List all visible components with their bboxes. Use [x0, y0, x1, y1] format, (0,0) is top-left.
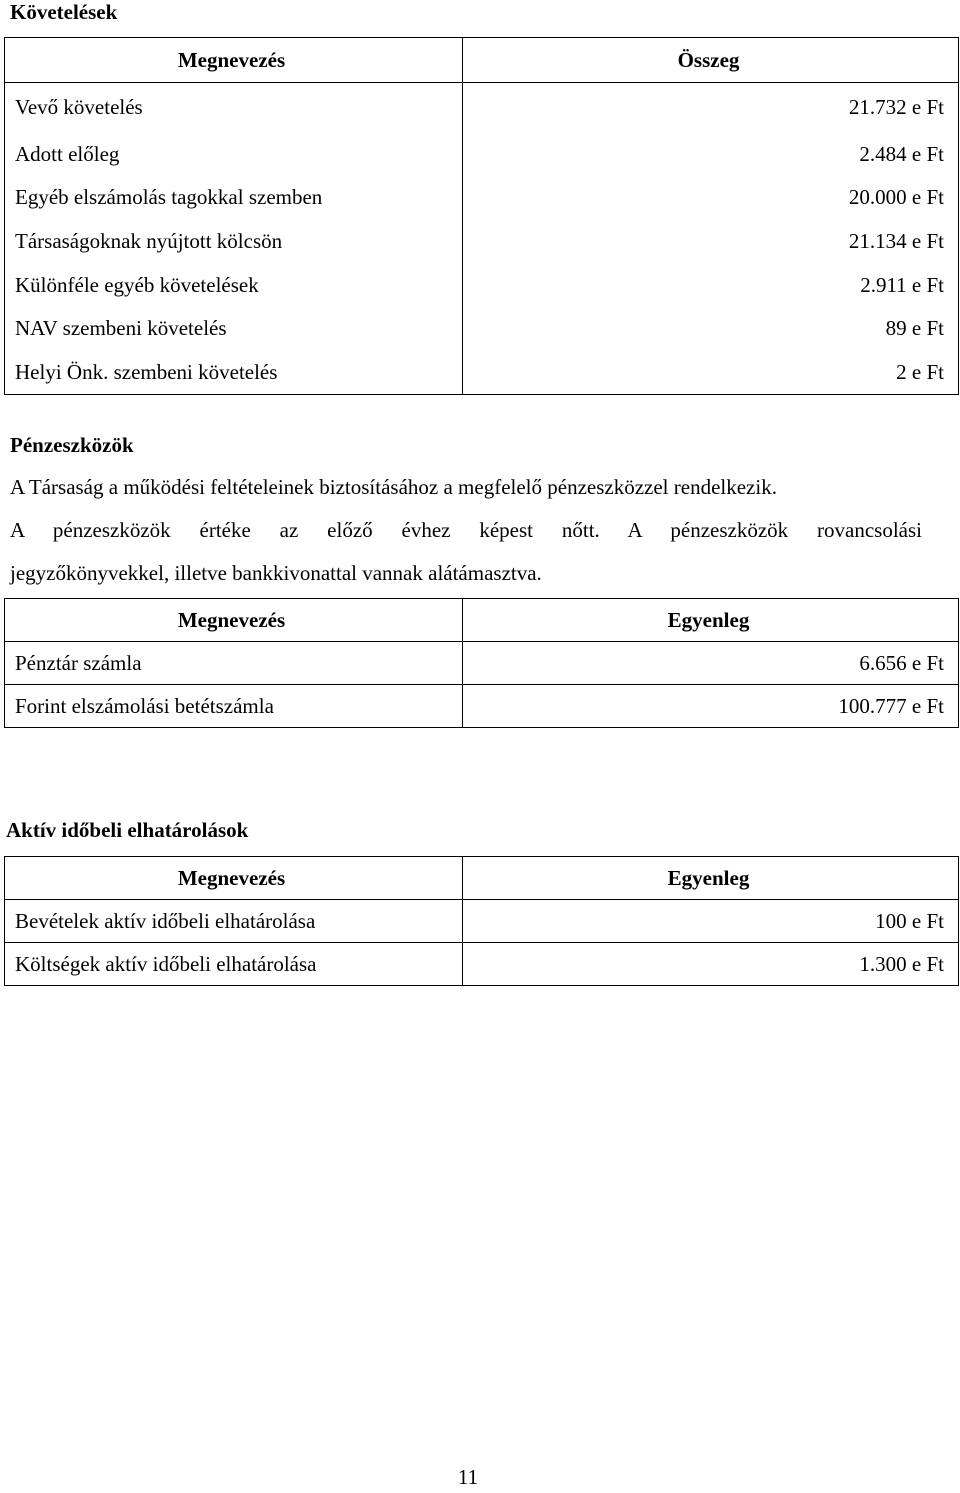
table-header-row	[5, 857, 959, 900]
row-value: 1.300 e Ft	[463, 943, 959, 986]
section-title-receivables: Követelések	[10, 0, 118, 24]
page-number: 11	[457, 1465, 479, 1489]
cash-table	[4, 598, 959, 728]
column-header-name: Megnevezés	[5, 599, 463, 642]
row-name: Egyéb elszámolás tagokkal szemben	[5, 176, 463, 220]
paragraph-line: A pénzeszközök értéke az előző évhez képest nőtt. A pénzeszközök rovancsolási	[10, 518, 922, 542]
table-row	[5, 685, 959, 728]
row-name: Forint elszámolási betétszámla	[5, 685, 463, 728]
row-name: Bevételek aktív időbeli elhatárolása	[5, 900, 463, 943]
receivables-table	[4, 37, 959, 395]
table-row	[5, 900, 959, 943]
column-header-name: Megnevezés	[5, 857, 463, 900]
table-row	[5, 263, 959, 307]
row-value: 21.732 e Ft	[463, 83, 959, 133]
cash-paragraph	[10, 466, 922, 595]
row-value: 2 e Ft	[463, 350, 959, 394]
table-row	[5, 176, 959, 220]
table-row	[5, 220, 959, 264]
row-value: 2.911 e Ft	[463, 263, 959, 307]
column-header-name: Megnevezés	[5, 38, 463, 83]
table-row	[5, 83, 959, 133]
column-header-balance: Egyenleg	[463, 599, 959, 642]
accruals-table	[4, 856, 959, 986]
row-name: NAV szembeni követelés	[5, 307, 463, 351]
row-value: 6.656 e Ft	[463, 642, 959, 685]
paragraph-line: jegyzőkönyvekkel, illetve bankkivonattal vannak alátámasztva.	[10, 561, 542, 585]
table-header-row	[5, 599, 959, 642]
row-value: 89 e Ft	[463, 307, 959, 351]
table-row	[5, 350, 959, 394]
paragraph-line: A Társaság a működési feltételeinek biztosításához a megfelelő pénzeszközzel rendelkezik.	[10, 475, 777, 499]
row-value: 20.000 e Ft	[463, 176, 959, 220]
table-row	[5, 307, 959, 351]
section-title-accruals: Aktív időbeli elhatárolások	[6, 818, 249, 842]
column-header-amount: Összeg	[463, 38, 959, 83]
section-title-cash: Pénzeszközök	[10, 433, 134, 457]
table-row	[5, 943, 959, 986]
row-value: 21.134 e Ft	[463, 220, 959, 264]
row-value: 100.777 e Ft	[463, 685, 959, 728]
row-value: 100 e Ft	[463, 900, 959, 943]
row-name: Különféle egyéb követelések	[5, 263, 463, 307]
row-value: 2.484 e Ft	[463, 133, 959, 177]
row-name: Adott előleg	[5, 133, 463, 177]
row-name: Pénztár számla	[5, 642, 463, 685]
table-row	[5, 133, 959, 177]
table-header-row	[5, 38, 959, 83]
table-row	[5, 642, 959, 685]
row-name: Vevő követelés	[5, 83, 463, 133]
row-name: Társaságoknak nyújtott kölcsön	[5, 220, 463, 264]
row-name: Helyi Önk. szembeni követelés	[5, 350, 463, 394]
column-header-balance: Egyenleg	[463, 857, 959, 900]
row-name: Költségek aktív időbeli elhatárolása	[5, 943, 463, 986]
